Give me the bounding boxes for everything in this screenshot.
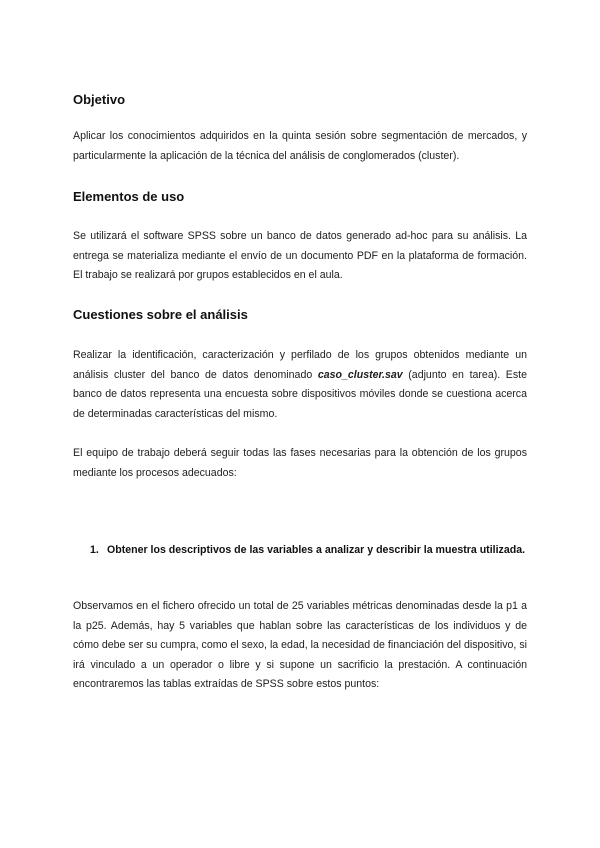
paragraph-observamos: Observamos en el fichero ofrecido un total de 25 variables métricas denominadas desde la p1 a la p25. Además, hay 5 variables que hablan sobre las características de los individuos y de cómo debe ser su cumpra, como el sexo, la edad, la necesidad de financiación del dispositivo, si irá vinculado a un operador o libre y si supone un sacrificio la prestación. A continuación encontraremos las tablas extraídas de SPSS sobre estos puntos:	[73, 600, 527, 690]
heading-objetivo: Objetivo	[73, 92, 126, 107]
filename-caso-cluster: caso_cluster.sav	[317, 368, 403, 381]
list-item-1-text: Obtener los descriptivos de las variables a analizar y describir la muestra utilizada.	[107, 544, 526, 556]
heading-elementos-de-uso: Elementos de uso	[73, 189, 185, 204]
list-item-1-number: 1.	[90, 544, 99, 556]
paragraph-cuestiones-1-start: Realizar la identificación, caracterización y perfilado de los grupos obtenidos mediante un análisis cluster del banco de datos denominado	[73, 349, 527, 381]
paragraph-elementos-de-uso: Se utilizará el software SPSS sobre un banco de datos generado ad-hoc para su análisis. La entrega se materializa mediante el envío de un documento PDF en la plataforma de formación. El trabajo se realizará por grupos establecidos en el aula.	[73, 230, 527, 281]
list-item-1	[90, 541, 527, 561]
paragraph-cuestiones-2: El equipo de trabajo deberá seguir todas las fases necesarias para la obtención de los grupos mediante los procesos adecuados:	[73, 447, 527, 479]
paragraph-cuestiones-1-end: (adjunto en tarea). Este banco de datos representa una encuesta sobre dispositivos móviles donde se cuestiona acerca de determinadas características del mismo.	[73, 368, 527, 420]
heading-cuestiones: Cuestiones sobre el análisis	[73, 307, 248, 322]
paragraph-objetivo: Aplicar los conocimientos adquiridos en la quinta sesión sobre segmentación de mercados, y particularmente la aplicación de la técnica del análisis de conglomerados (cluster).	[73, 130, 527, 162]
paragraph-cuestiones-1	[73, 346, 527, 424]
